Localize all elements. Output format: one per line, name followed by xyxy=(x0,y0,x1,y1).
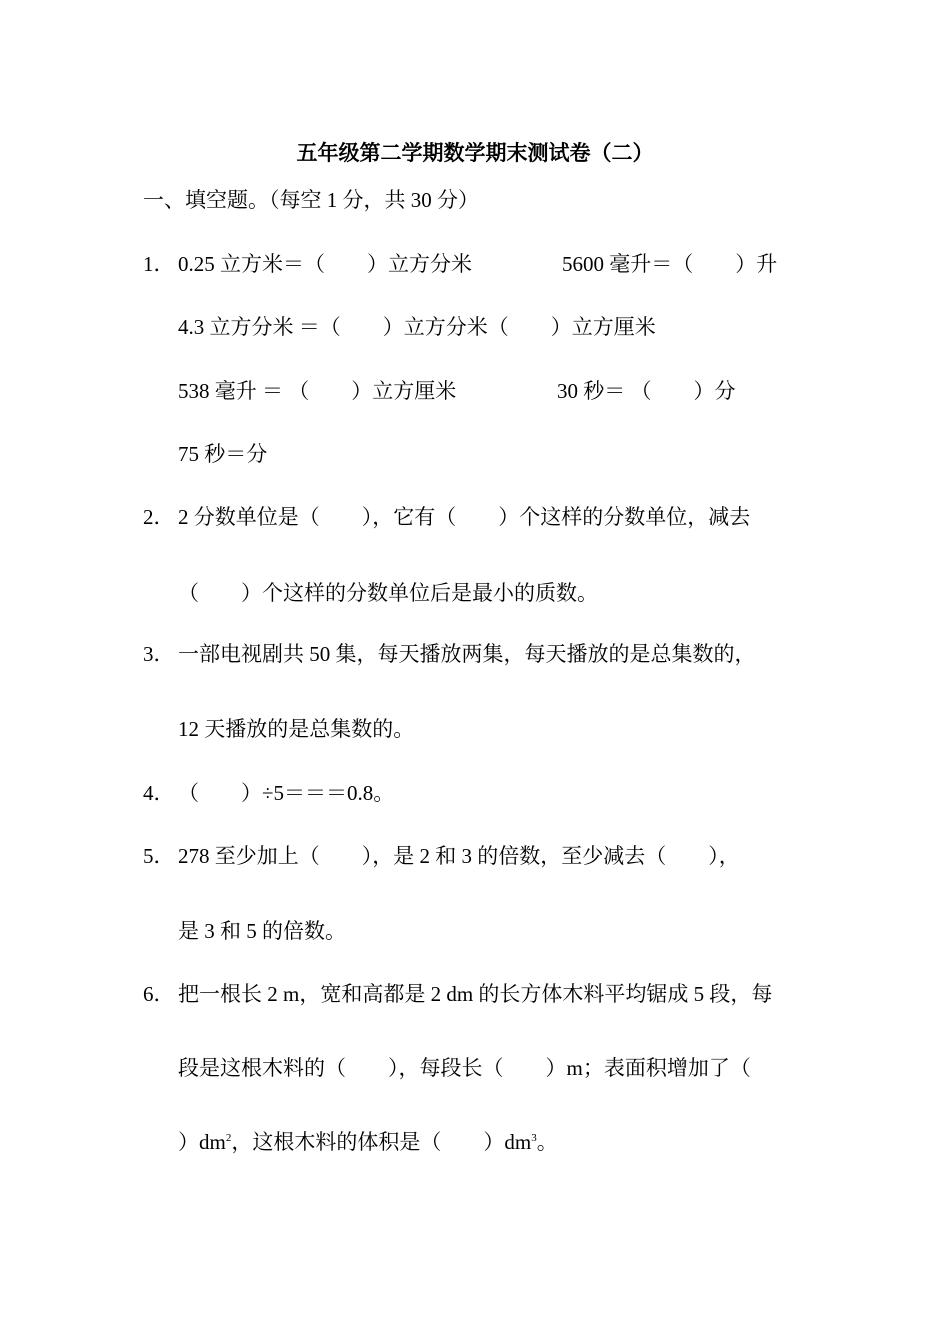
question-number: 2． xyxy=(143,505,175,529)
q2-line-2: （ ）个这样的分数单位后是最小的质数。 xyxy=(178,581,598,605)
q6-line-3-part-a: ）dm xyxy=(178,1130,226,1154)
superscript-3: 3 xyxy=(531,1132,537,1144)
q1-item-b: 5600 毫升＝（ ）升 xyxy=(562,252,778,276)
superscript-2: 2 xyxy=(225,1132,232,1144)
question-number: 4． xyxy=(143,781,175,805)
q3-line-1: 一部电视剧共 50 集，每天播放两集，每天播放的是总集数的， xyxy=(178,642,756,666)
question-number: 6． xyxy=(143,982,175,1006)
q6-line-3-part-b: ，这根木料的体积是（ ）dm xyxy=(231,1130,532,1154)
q1-item-c: 4.3 立方分米 ＝（ ）立方分米（ ）立方厘米 xyxy=(178,315,656,339)
question-number: 1． xyxy=(143,252,175,276)
q4-line-1: （ ）÷5＝＝＝0.8。 xyxy=(178,781,395,805)
q6-line-1: 把一根长 2 m，宽和高都是 2 dm 的长方体木料平均锯成 5 段，每 xyxy=(178,982,773,1006)
q1-item-e: 30 秒＝ （ ）分 xyxy=(557,379,736,403)
q1-item-a: 0.25 立方米＝（ ）立方分米 xyxy=(178,252,472,276)
question-number: 5． xyxy=(143,844,175,868)
page-title: 五年级第二学期数学期末测试卷（二） xyxy=(296,141,654,165)
q6-line-2: 段是这根木料的（ ），每段长（ ）m；表面积增加了（ xyxy=(178,1056,751,1080)
q2-line-1: 2 分数单位是（ ），它有（ ）个这样的分数单位，减去 xyxy=(178,505,751,529)
q6-line-3 xyxy=(178,1128,558,1156)
q3-line-2: 12 天播放的是总集数的。 xyxy=(178,717,415,741)
section-heading: 一、填空题。（每空 1 分，共 30 分） xyxy=(143,188,479,212)
q1-item-d: 538 毫升 ＝ （ ）立方厘米 xyxy=(178,379,457,403)
q6-line-3-part-c: 。 xyxy=(536,1130,558,1154)
q1-item-f: 75 秒＝分 xyxy=(178,442,268,466)
q5-line-2: 是 3 和 5 的倍数。 xyxy=(178,919,346,943)
q5-line-1: 278 至少加上（ ），是 2 和 3 的倍数，至少减去（ ）， xyxy=(178,844,740,868)
question-number: 3． xyxy=(143,642,175,666)
